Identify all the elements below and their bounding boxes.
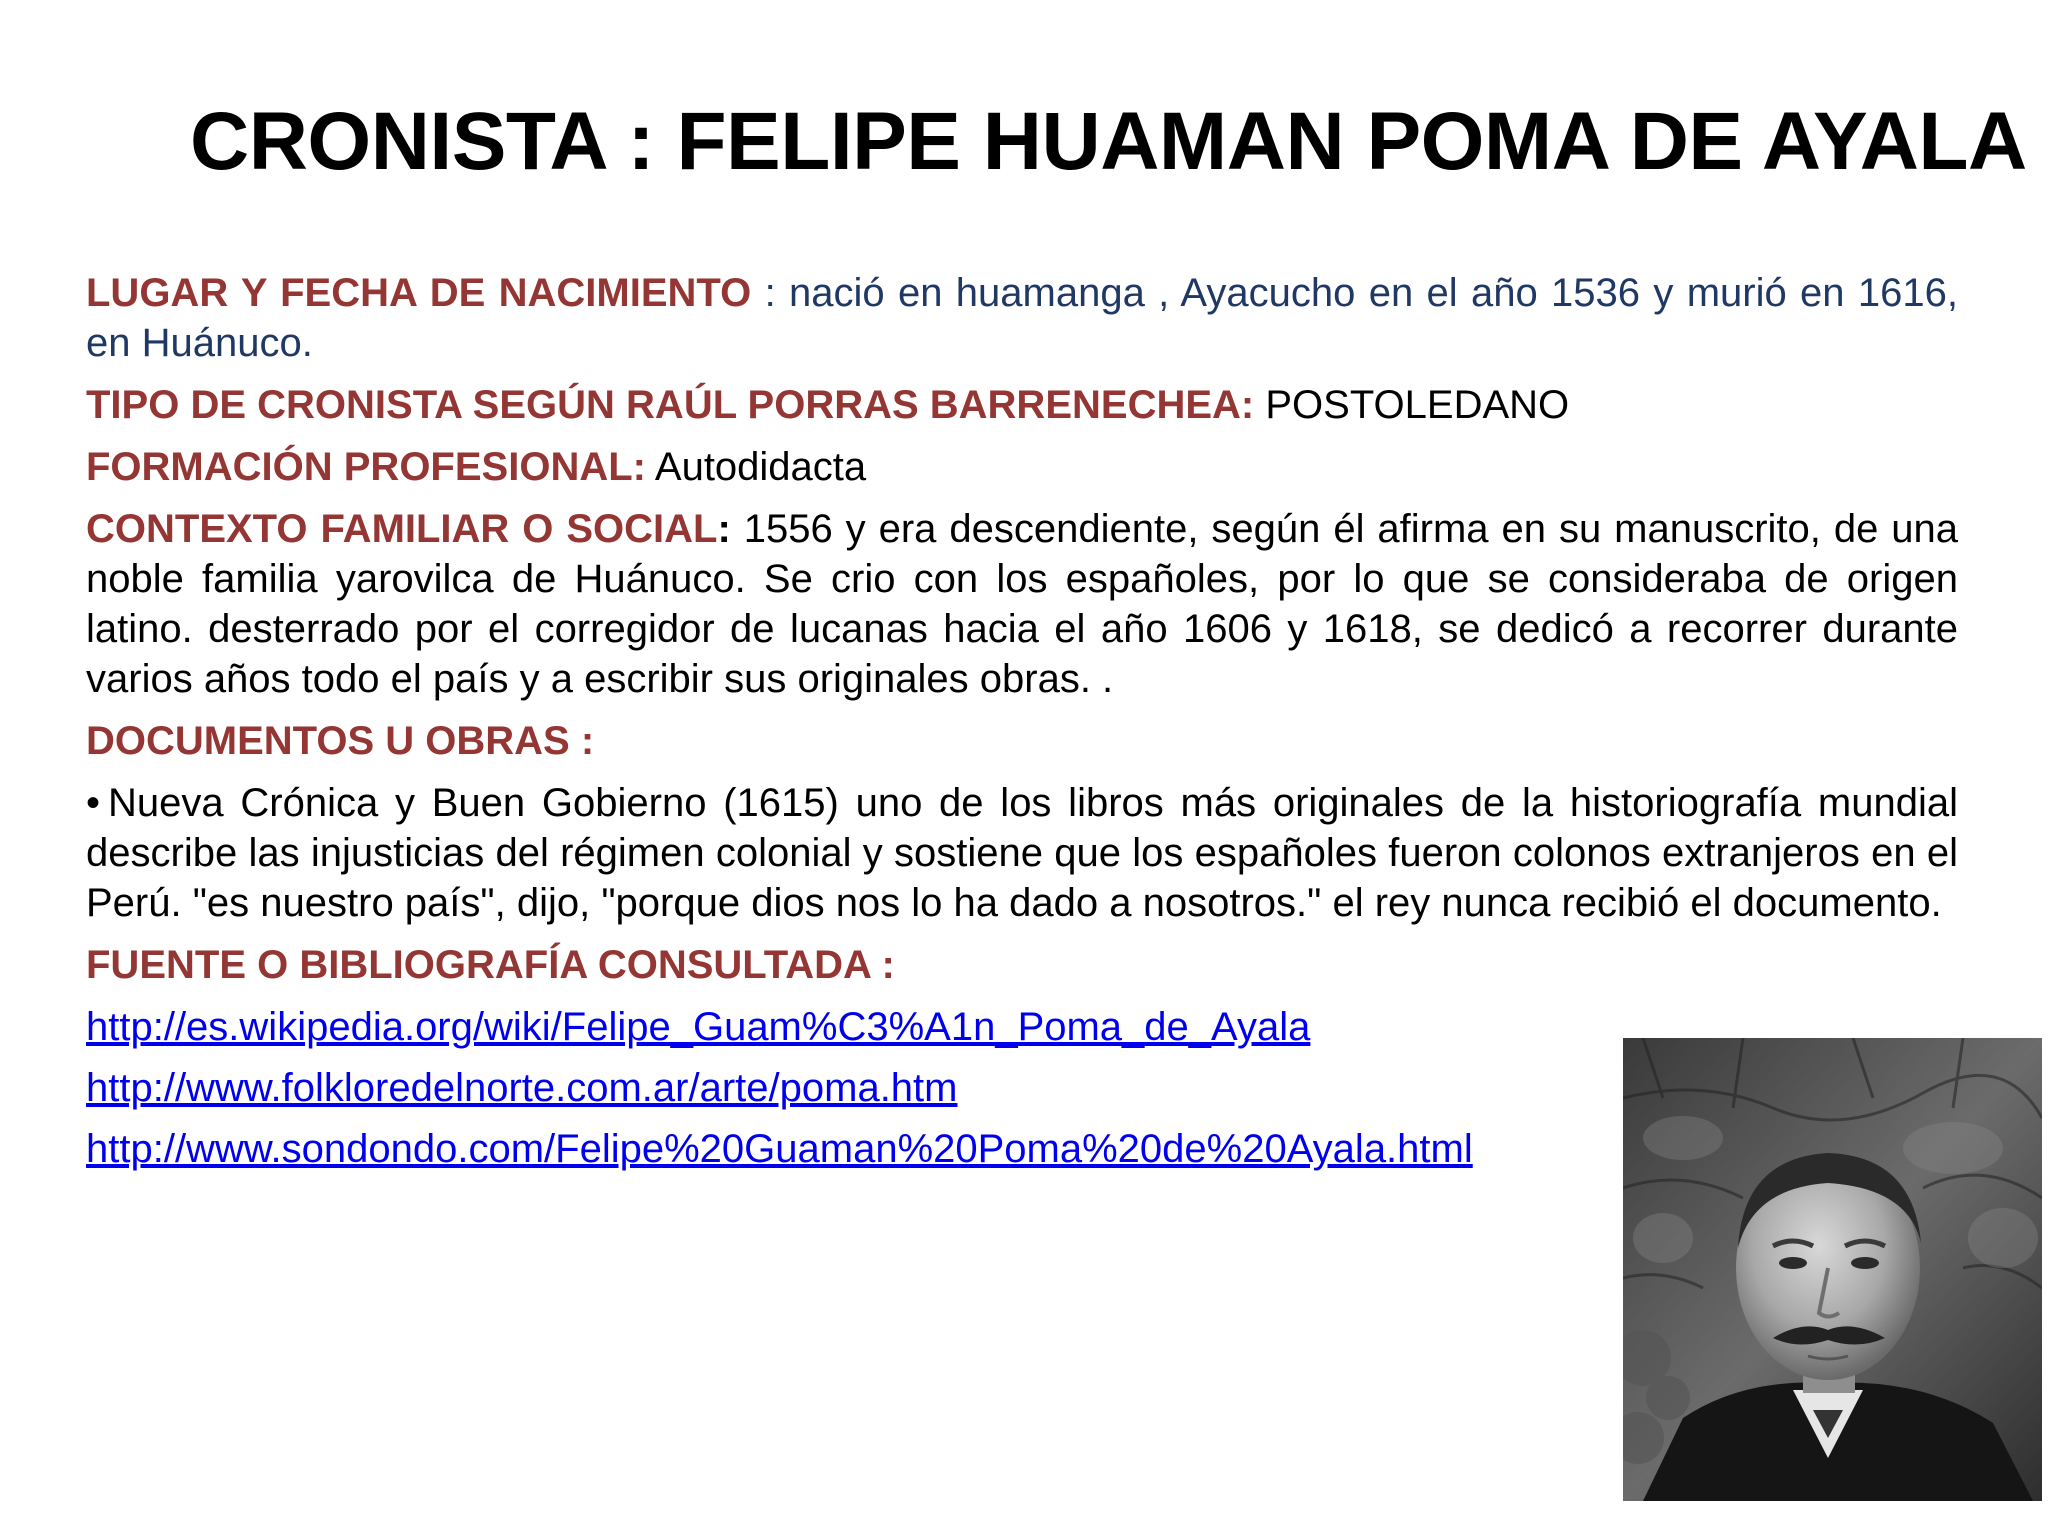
- context-separator: :: [717, 507, 731, 551]
- source-link-sondondo[interactable]: http://www.sondondo.com/Felipe%20Guaman%20Poma%20de%20Ayala.html: [86, 1127, 1473, 1171]
- slide-title: CRONISTA : FELIPE HUAMAN POMA DE AYALA: [190, 96, 2027, 187]
- works-item-text: Nueva Crónica y Buen Gobierno (1615) uno de los libros más originales de la historiografía mundial describe las injusticias del régimen colonial y sostiene que los españoles fueron colonos extranjeros en el Perú. "es nuestro país", dijo, "porque dios nos lo ha dado a nosotros." el rey nunca recibió el documento.: [86, 781, 1958, 925]
- formation-label: FORMACIÓN PROFESIONAL:: [86, 445, 646, 489]
- works-bullet-item: [86, 778, 1958, 928]
- portrait-illustration: [1623, 1038, 2042, 1501]
- source-link-wikipedia[interactable]: http://es.wikipedia.org/wiki/Felipe_Guam%C3%A1n_Poma_de_Ayala: [86, 1005, 1311, 1049]
- context-paragraph: [86, 504, 1958, 704]
- birth-label: LUGAR Y FECHA DE NACIMIENTO: [86, 271, 752, 315]
- formation-paragraph: [86, 442, 1958, 492]
- source-link-folklore[interactable]: http://www.folkloredelnorte.com.ar/arte/poma.htm: [86, 1066, 958, 1110]
- portrait-photo: [1623, 1038, 2042, 1501]
- chronicler-type-label: TIPO DE CRONISTA SEGÚN RAÚL PORRAS BARRENECHEA:: [86, 383, 1255, 427]
- context-value: 1556 y era descendiente, según él afirma en su manuscrito, de una noble familia yarovilca de Huánuco. Se crio con los españoles, por lo que se consideraba de origen latino. desterrado por el corregidor de lucanas hacia el año 1606 y 1618, se dedicó a recorrer durante varios años todo el país y a escribir sus originales obras. .: [86, 507, 1959, 701]
- works-label: DOCUMENTOS U OBRAS :: [86, 719, 595, 763]
- context-label: CONTEXTO FAMILIAR O SOCIAL: [86, 507, 718, 551]
- formation-value: Autodidacta: [645, 445, 867, 489]
- sources-heading: [86, 940, 1958, 990]
- chronicler-type-value: POSTOLEDANO: [1254, 383, 1570, 427]
- birth-value: nació en huamanga , Ayacucho en el año 1536 y murió en 1616, en Huánuco.: [86, 271, 1958, 365]
- birth-paragraph: [86, 268, 1958, 368]
- sources-label: FUENTE O BIBLIOGRAFÍA CONSULTADA :: [86, 943, 895, 987]
- birth-separator: :: [751, 271, 790, 315]
- chronicler-type-paragraph: [86, 380, 1958, 430]
- bullet-icon: •: [86, 781, 101, 825]
- works-heading: [86, 716, 1958, 766]
